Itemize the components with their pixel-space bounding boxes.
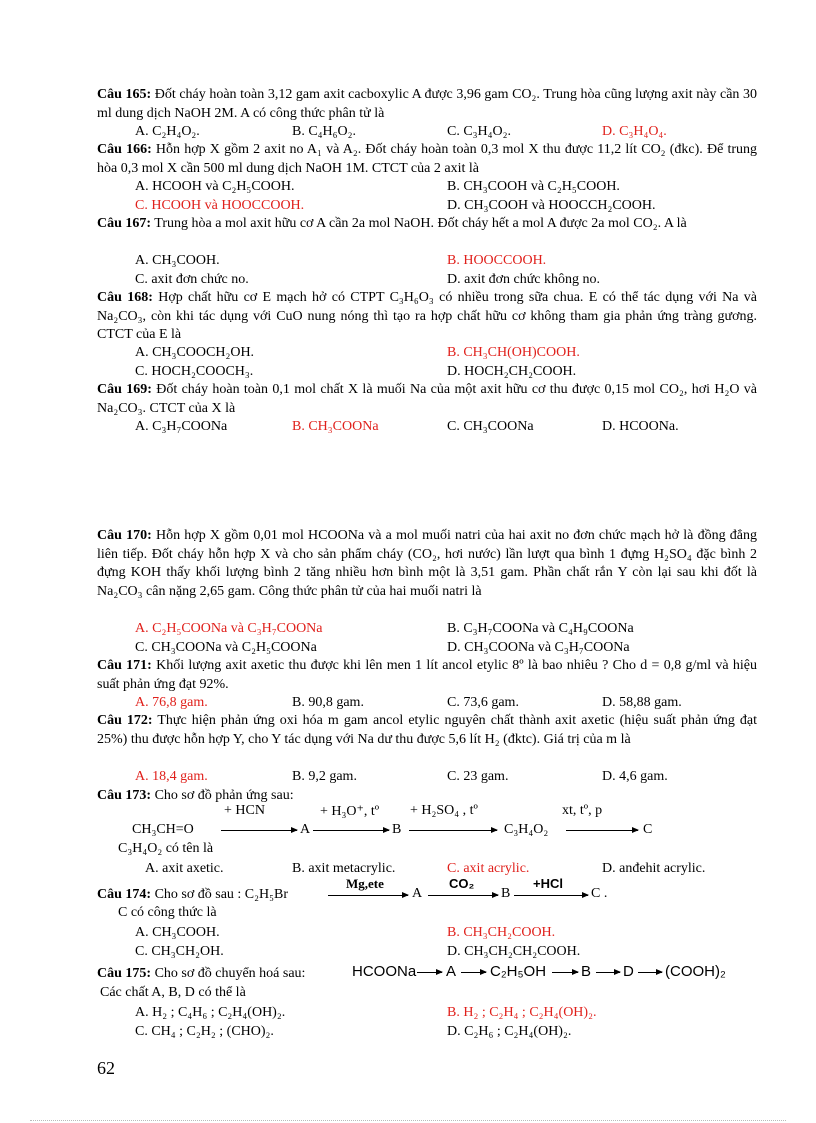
options-165 <box>97 123 757 142</box>
options-170 <box>97 620 757 657</box>
footer-divider <box>30 1120 786 1121</box>
scheme-caption: C₃H₄O₂ có tên là <box>118 841 214 856</box>
question-text: Cho sơ đồ chuyển hoá sau: <box>151 966 306 981</box>
option-a: A. C₃H₇COONa <box>135 419 228 434</box>
reaction-arrow <box>514 895 588 896</box>
reaction-arrow <box>596 972 620 973</box>
option-b-answer: B. HOOCCOOH. <box>447 253 547 268</box>
options-173 <box>97 860 757 879</box>
option-c: C. CH₃CH₂OH. <box>135 943 224 959</box>
option-c-answer: C. axit acrylic. <box>447 861 530 876</box>
scheme-caption: Các chất A, B, D có thể là <box>100 985 246 1000</box>
question-label: Câu 169: <box>97 382 152 397</box>
option-a-answer: A. 76,8 gam. <box>135 695 208 710</box>
option-c-answer: C. HCOOH và HOOCCOOH. <box>135 197 305 213</box>
options-168 <box>97 344 757 381</box>
question-text: Cho sơ đồ sau : C₂H₅Br <box>151 887 289 902</box>
option-c: C. C₃H₄O₂. <box>447 124 512 139</box>
option-a-answer: A. 18,4 gam. <box>135 769 208 784</box>
option-c: C. 23 gam. <box>447 769 509 784</box>
option-c: C. axit đơn chức no. <box>135 271 249 287</box>
option-b-answer: B. CH₃CH(OH)COOH. <box>447 345 580 360</box>
reaction-arrow <box>461 972 486 973</box>
question-text: Đốt cháy hoàn toàn 3,12 gam axit cacboxylic A được 3,96 gam CO₂. Trung hòa cũng lượng axit này cần 30 ml dung dịch NaOH 2M. A có công thức phân tử là <box>97 87 758 121</box>
option-b: B. 9,2 gam. <box>292 769 357 784</box>
option-d: D. HCOONa. <box>602 419 679 434</box>
question-label: Câu 168: <box>97 290 153 305</box>
reagent-label: Mg,ete <box>346 876 384 891</box>
option-d: D. HOCH₂CH₂COOH. <box>447 363 577 379</box>
question-label: Câu 170: <box>97 528 152 543</box>
question-label: Câu 166: <box>97 142 152 157</box>
reagent-label: + HCN <box>224 803 265 818</box>
option-d: D. CH₃CH₂CH₂COOH. <box>447 943 581 959</box>
species-label: C . <box>591 886 608 901</box>
reaction-arrow <box>313 830 389 831</box>
option-a: A. CH₃COOCH₂OH. <box>135 345 255 360</box>
question-168 <box>97 289 757 345</box>
option-b: B. CH₃COOH và C₂H₅COOH. <box>447 179 620 194</box>
reaction-arrow <box>409 830 497 831</box>
reaction-arrow <box>566 830 638 831</box>
species-label: C <box>643 822 653 837</box>
options-175 <box>97 1004 757 1041</box>
question-165 <box>97 86 757 123</box>
option-d: D. 4,6 gam. <box>602 769 668 784</box>
question-text: Cho sơ đồ phản ứng sau: <box>151 788 294 803</box>
question-label: Câu 165: <box>97 87 152 102</box>
species-label: A <box>412 886 423 901</box>
option-a: A. CH₃COOH. <box>135 253 220 268</box>
question-label: Câu 173: <box>97 788 152 803</box>
option-c: C. HOCH₂COOCH₃. <box>135 363 254 379</box>
option-b-answer: B. CH₃CH₂COOH. <box>447 925 556 940</box>
reagent-label: CO₂ <box>449 876 475 891</box>
question-171 <box>97 657 757 694</box>
chain-species: D <box>623 963 634 980</box>
question-172 <box>97 712 757 749</box>
chain-species: B <box>581 963 592 980</box>
question-label: Câu 172: <box>97 713 153 728</box>
option-b: B. axit metacrylic. <box>292 861 396 876</box>
reaction-arrow <box>552 972 578 973</box>
option-c: C. CH₃COONa <box>447 419 534 434</box>
chain-species: (COOH)₂ <box>665 963 726 980</box>
chain-species: C₂H₅OH <box>490 963 547 980</box>
options-171 <box>97 694 757 713</box>
question-text: Khối lượng axit axetic thu được khi lên men 1 lít ancol etylic 8º là bao nhiêu ? Cho d = 0,8 g/ml và hiệu suất phản ứng đạt 92%. <box>97 658 758 692</box>
chain-species: A <box>446 963 457 980</box>
question-167 <box>97 215 757 234</box>
option-d-answer: D. C₃H₄O₄. <box>602 124 667 139</box>
reaction-arrow <box>221 830 297 831</box>
option-b-answer: B. H₂ ; C₂H₄ ; C₂H₄(OH)₂. <box>447 1005 597 1020</box>
option-d: D. C₂H₆ ; C₂H₄(OH)₂. <box>447 1023 572 1039</box>
reagent-label: +HCl <box>533 876 563 891</box>
option-a: A. HCOOH và C₂H₅COOH. <box>135 179 295 194</box>
option-a-answer: A. C₂H₅COONa và C₃H₇COONa <box>135 621 323 636</box>
options-172 <box>97 768 757 787</box>
species-label: CH₃CH=O <box>132 822 194 837</box>
option-a: A. H₂ ; C₄H₆ ; C₂H₄(OH)₂. <box>135 1005 286 1020</box>
question-text: Đốt cháy hoàn toàn 0,1 mol chất X là muối Na của một axit hữu cơ thu được 0,15 mol CO₂, hơi H₂O và Na₂CO₃. CTCT của X là <box>97 382 757 416</box>
question-text: Trung hòa a mol axit hữu cơ A cần 2a mol NaOH. Đốt cháy hết a mol A được 2a mol CO₂. A là <box>151 216 687 231</box>
species-label: B <box>501 886 511 901</box>
options-167 <box>97 252 757 289</box>
option-d: D. anđehit acrylic. <box>602 861 706 876</box>
question-174 <box>97 886 288 905</box>
question-170 <box>97 527 757 601</box>
question-text: Thực hiện phản ứng oxi hóa m gam ancol etylic nguyên chất thành axit axetic (hiệu suất phản ứng đạt 25%) thu được hỗn hợp Y, cho Y tác dụng với Na dư thu được 5,6 lít H₂ (đktc). Giá trị của m là <box>97 713 757 747</box>
option-a: A. C₂H₄O₂. <box>135 124 200 139</box>
question-label: Câu 175: <box>97 966 152 981</box>
option-a: A. CH₃COOH. <box>135 925 220 940</box>
question-label: Câu 167: <box>97 216 152 231</box>
scheme-caption: C có công thức là <box>118 905 217 920</box>
question-175 <box>97 965 305 984</box>
question-text: Hỗn hợp X gồm 2 axit no A₁ và A₂. Đốt cháy hoàn toàn 0,3 mol X thu được 11,2 lít CO₂ (đkc). Để trung hòa 0,3 mol X cần 500 ml dung dịch NaOH 1M. CTCT của 2 axit là <box>97 142 758 176</box>
species-label: A <box>300 822 311 837</box>
option-b: B. C₃H₇COONa và C₄H₉COONa <box>447 621 634 636</box>
reaction-arrow <box>428 895 498 896</box>
reagent-label: xt, tº, p <box>562 803 603 818</box>
option-a: A. axit axetic. <box>145 861 224 876</box>
question-text: Hỗn hợp X gồm 0,01 mol HCOONa và a mol muối natri của hai axit no đơn chức mạch hở là đồng đẳng liên tiếp. Đốt cháy hỗn hợp X và cho sản phẩm cháy (CO₂, hơi nước) lần lượt qua bình 1 đựng H₂SO₄ đặc bình 2 đựng KOH thấy khối lượng bình 2 tăng nhiều hơn bình một là 3,51 gam. Phần chất rắn Y còn lại sau khi đốt là Na₂CO₃ cân nặng 2,65 gam. Công thức phân tử của hai muối natri là <box>97 528 757 599</box>
species-label: B <box>392 822 402 837</box>
options-174 <box>97 924 757 961</box>
question-169 <box>97 381 757 418</box>
option-d: D. axit đơn chức không no. <box>447 271 601 287</box>
option-c: C. CH₄ ; C₂H₂ ; (CHO)₂. <box>135 1023 274 1039</box>
page-number: 62 <box>97 1058 115 1078</box>
reaction-arrow <box>328 895 408 896</box>
options-166 <box>97 178 757 215</box>
reaction-arrow <box>638 972 662 973</box>
option-c: C. 73,6 gam. <box>447 695 519 710</box>
option-b: B. C₄H₆O₂. <box>292 124 357 139</box>
option-c: C. CH₃COONa và C₂H₅COONa <box>135 639 317 655</box>
options-169 <box>97 418 757 437</box>
question-label: Câu 171: <box>97 658 152 673</box>
option-d: D. 58,88 gam. <box>602 695 682 710</box>
question-text: Hợp chất hữu cơ E mạch hở có CTPT C₃H₆O₃ có nhiều trong sữa chua. E có thể tác dụng với Na và Na₂CO₃, còn khi tác dụng với CuO nung nóng thì tạo ra hợp chất hữu cơ không tham gia phản ứng tràng gương. CTCT của E là <box>97 290 758 343</box>
option-d: D. CH₃COOH và HOOCCH₂COOH. <box>447 197 656 213</box>
reagent-label: + H₃O⁺, tº <box>320 804 380 819</box>
species-label: C₃H₄O₂ <box>504 822 549 837</box>
question-label: Câu 174: <box>97 887 152 902</box>
chain-species: HCOONa <box>352 963 417 980</box>
question-166 <box>97 141 757 178</box>
option-d: D. CH₃COONa và C₃H₇COONa <box>447 639 630 655</box>
option-b-answer: B. CH₃COONa <box>292 419 379 434</box>
reagent-label: + H₂SO₄ , tº <box>410 803 478 818</box>
option-b: B. 90,8 gam. <box>292 695 364 710</box>
reaction-arrow <box>417 972 442 973</box>
